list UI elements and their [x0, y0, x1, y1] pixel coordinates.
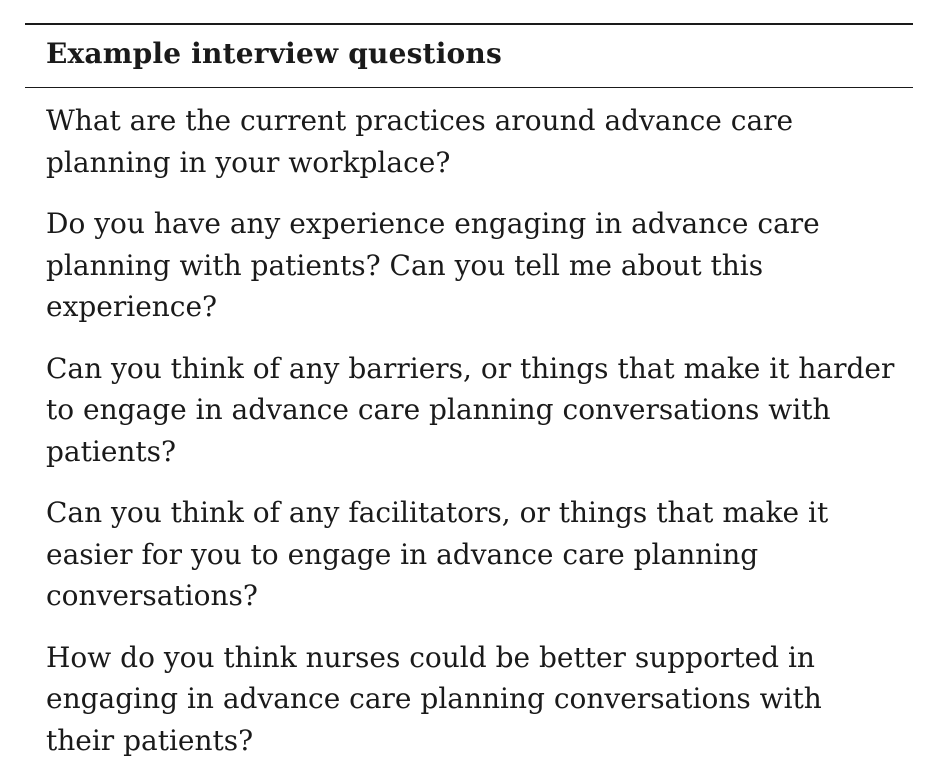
table-header: Example interview questions: [46, 37, 502, 70]
question-item: How do you think nurses could be better supported in engaging in advance care planning conversations with their patients?: [46, 640, 822, 757]
question-item: What are the current practices around advance care planning in your workplace?: [46, 104, 794, 179]
question-item: Can you think of any barriers, or things that make it harder to engage in advance care planning conversations with patients?: [46, 351, 895, 468]
question-item: Can you think of any facilitators, or things that make it easier for you to engage in advance care planning conversations?: [46, 496, 829, 612]
question-item: Do you have any experience engaging in advance care planning with patients? Can you tell me about this experience?: [46, 207, 820, 323]
question-list: [46, 100, 896, 781]
header-divider: [25, 87, 913, 88]
table-top-rule: [25, 23, 913, 25]
